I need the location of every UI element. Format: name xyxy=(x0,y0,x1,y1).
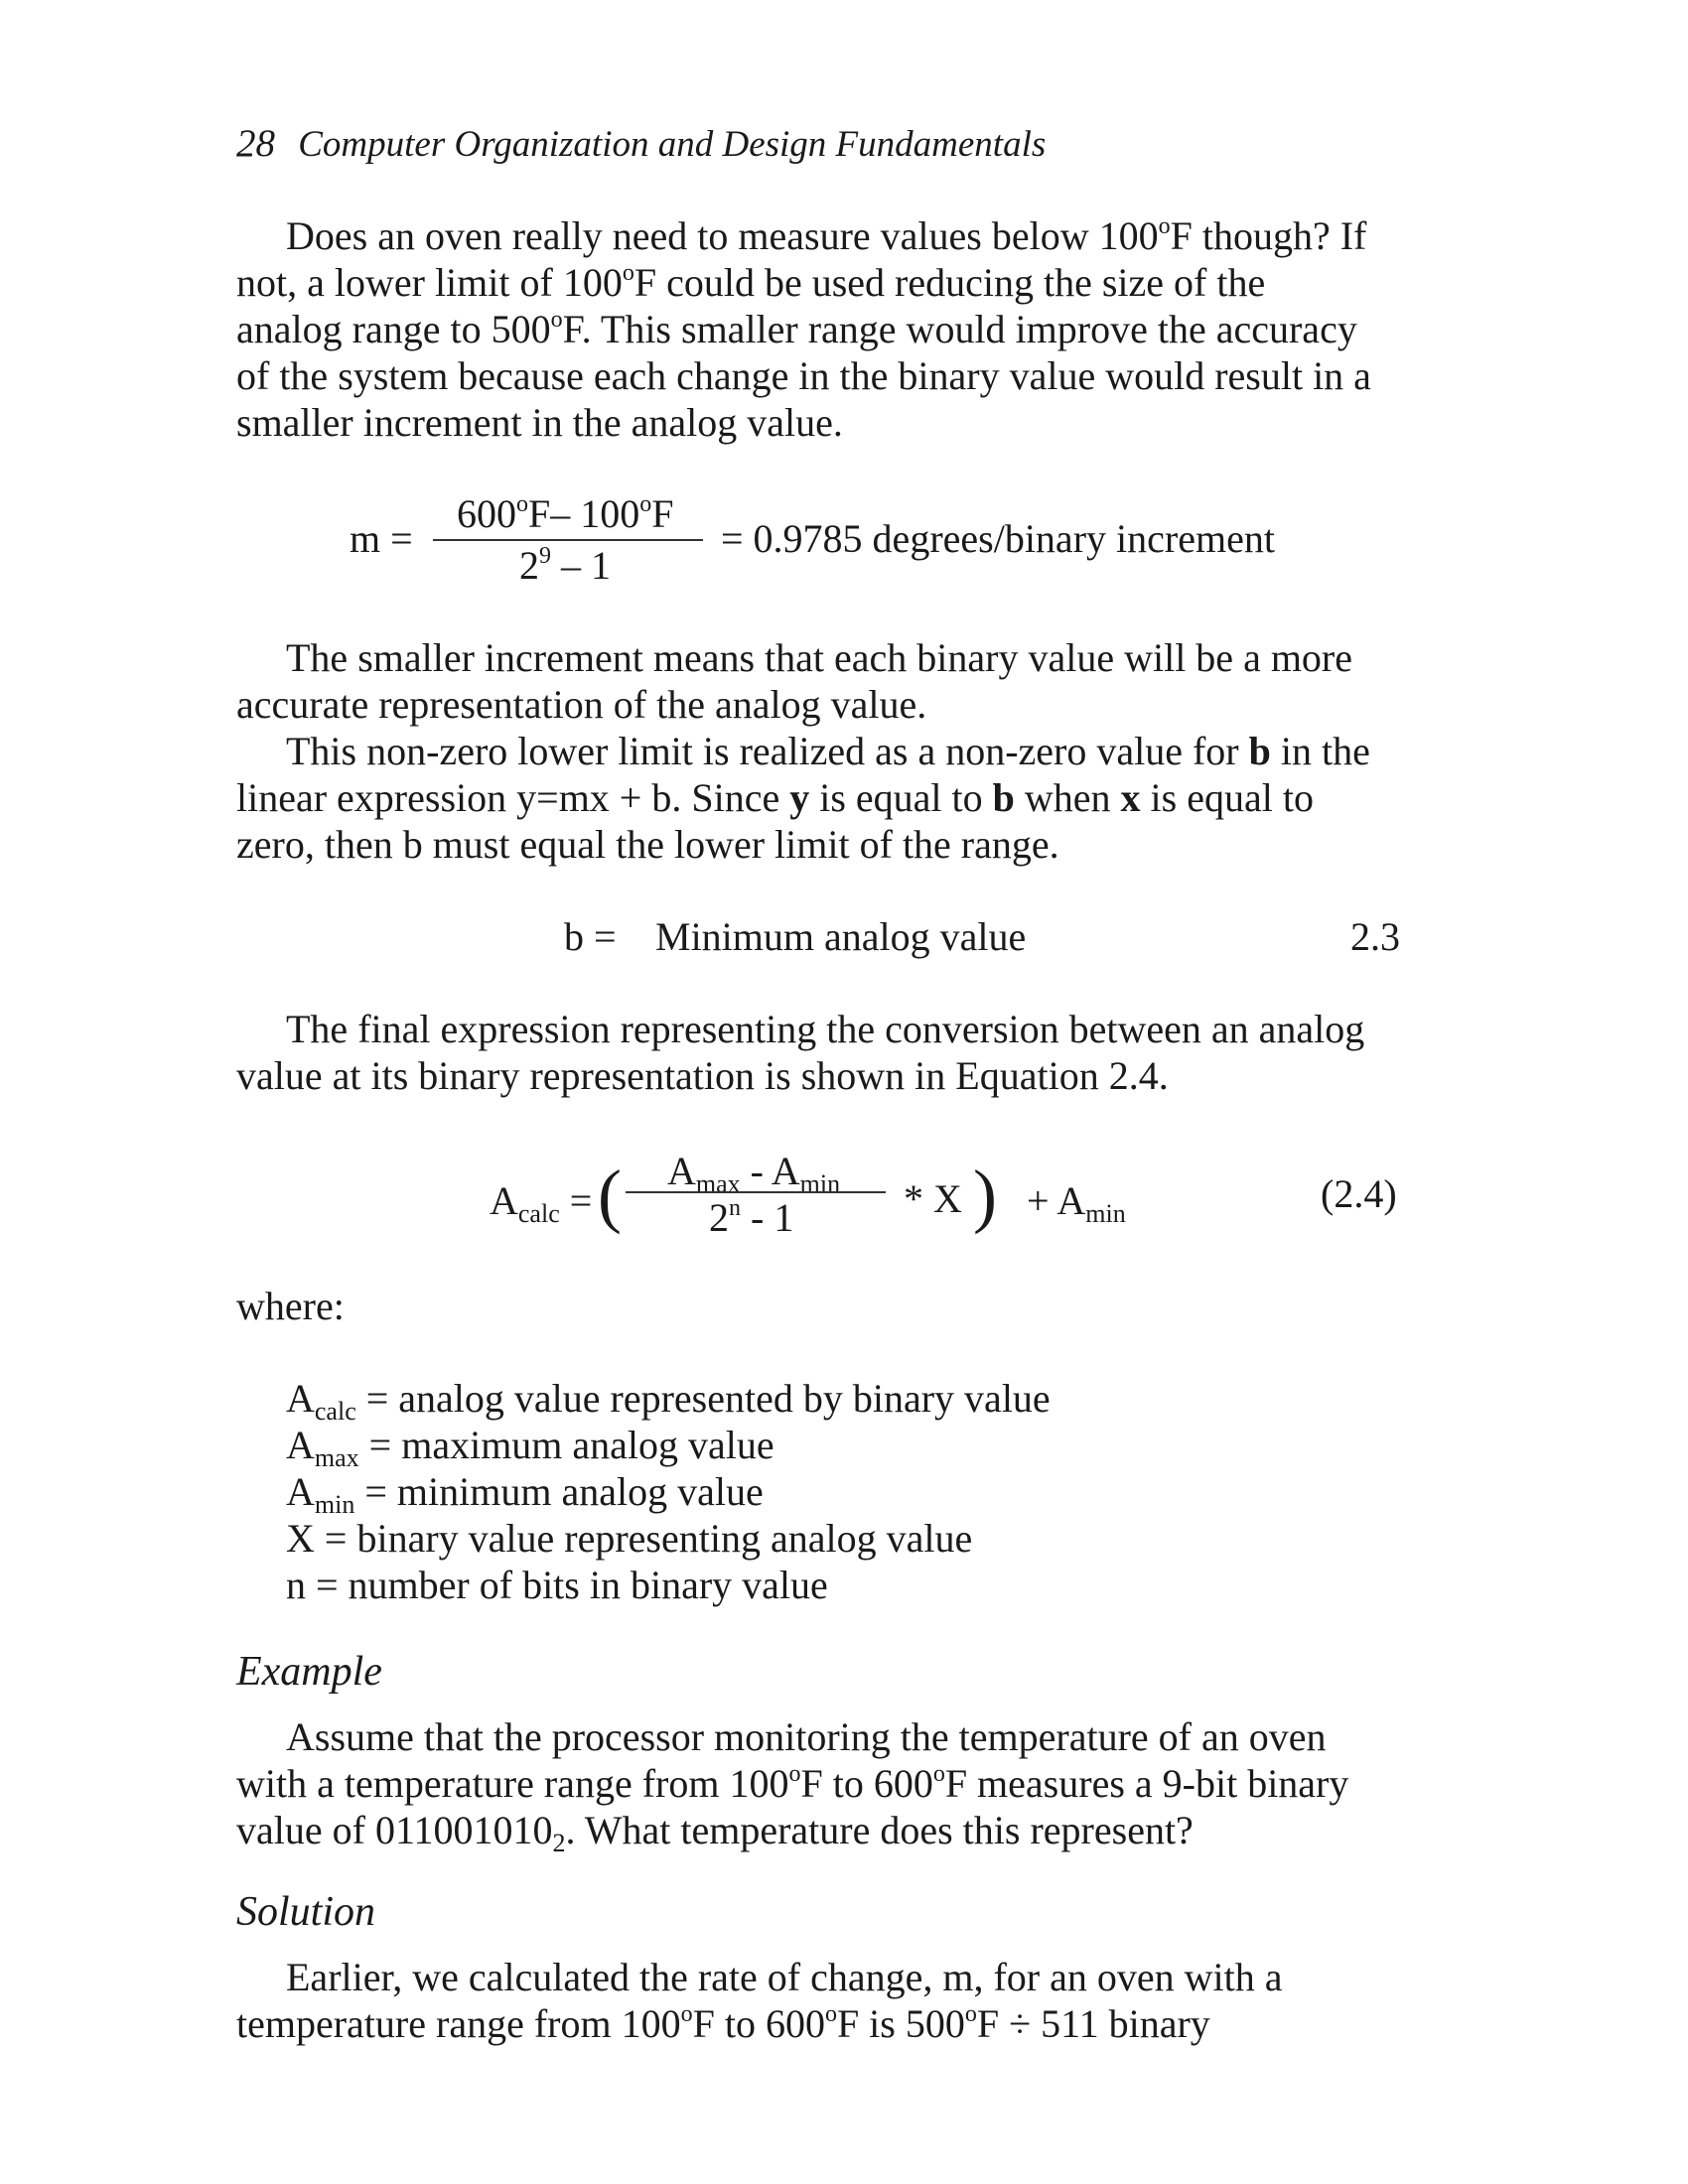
text-line: This non-zero lower limit is realized as a non-zero value for b in the xyxy=(286,729,1370,773)
paragraph-smaller-increment xyxy=(236,634,1398,868)
solution-heading: Solution xyxy=(236,1889,376,1935)
where-label: where: xyxy=(236,1284,345,1328)
text-line: value at its binary representation is shown in Equation 2.4. xyxy=(236,1053,1169,1098)
equation-lhs: $A_{calc}$ = xyxy=(490,1178,593,1228)
definition-item: n = number of bits in binary value xyxy=(286,1563,828,1607)
page-number: 28 xyxy=(236,122,275,165)
multiply-x: * X xyxy=(904,1176,962,1221)
text-line: of the system because each change in the binary value would result in a xyxy=(236,353,1371,398)
text-line: with a temperature range from 100$^o$F to 600$^o$F measures a 9-bit binary xyxy=(236,1761,1349,1806)
paragraph-oven-range xyxy=(236,212,1398,446)
text-line: zero, then b must equal the lower limit of the range. xyxy=(236,822,1059,867)
definition-item: $A_{calc} = analog$ value represented by binary value xyxy=(286,1376,1051,1426)
text-line: linear expression y=mx + b. Since y is equal to b when x is equal to xyxy=(236,775,1314,820)
text-line: Earlier, we calculated the rate of change, m, for an oven with a xyxy=(286,1955,1283,1999)
fraction-bar xyxy=(433,539,703,541)
text-line: The final expression representing the conversion between an analog xyxy=(286,1007,1365,1051)
fraction-numerator: 600$^o$F– 100$^o$F xyxy=(457,491,674,536)
book-title: Computer Organization and Design Fundamentals xyxy=(298,124,1047,165)
fraction-numerator: $A_{max} - A_{min}$ xyxy=(667,1149,841,1198)
plus-a-min: + $A_{min}$ xyxy=(1027,1178,1126,1228)
definition-item: $A_{max}$ = maximum analog value xyxy=(286,1423,774,1472)
text-line: value of $011001010_2$. What temperature does this represent? xyxy=(236,1808,1194,1857)
equation-rhs: Minimum analog value xyxy=(655,914,1027,959)
fraction-denominator: $2^9 - 1$ xyxy=(519,543,611,588)
equation-lhs: m = xyxy=(350,516,413,561)
equation-lhs: b = xyxy=(564,914,617,959)
paragraph-final-expression xyxy=(236,1006,1398,1099)
text-line: Does an oven really need to measure values below 100$^o$F though? If xyxy=(286,213,1367,258)
text-line: analog range to 500$^o$F. This smaller range would improve the accuracy xyxy=(236,307,1357,351)
text-line: not, a lower limit of 100$^o$F could be used reducing the size of the xyxy=(236,260,1266,305)
text-line: smaller increment in the analog value. xyxy=(236,400,843,445)
left-parenthesis: ( xyxy=(598,1156,622,1235)
equation-number: 2.3 xyxy=(1350,914,1400,959)
text-line: Assume that the processor monitoring the temperature of an oven xyxy=(286,1714,1327,1759)
text-line: The smaller increment means that each binary value will be a more xyxy=(286,635,1353,680)
paragraph-solution xyxy=(236,1954,1398,2047)
fraction-bar xyxy=(626,1191,886,1193)
right-parenthesis: ) xyxy=(973,1156,997,1235)
paragraph-example xyxy=(236,1713,1398,1857)
text-line: accurate representation of the analog value. xyxy=(236,682,927,727)
definition-item: $A_{min}$ = minimum analog value xyxy=(286,1469,764,1519)
fraction-denominator: 2$^n$ - 1 xyxy=(709,1195,794,1240)
definition-item: X = binary value representing analog value xyxy=(286,1516,973,1561)
example-heading: Example xyxy=(236,1649,382,1695)
equation-number: (2.4) xyxy=(1321,1171,1397,1216)
text-line: temperature range from 100$^o$F to 600$^o$F is $500^oF \div 511$ binary xyxy=(236,2001,1210,2046)
equation-rhs: = 0.9785 degrees/binary increment xyxy=(721,516,1275,561)
running-header xyxy=(236,121,1046,166)
